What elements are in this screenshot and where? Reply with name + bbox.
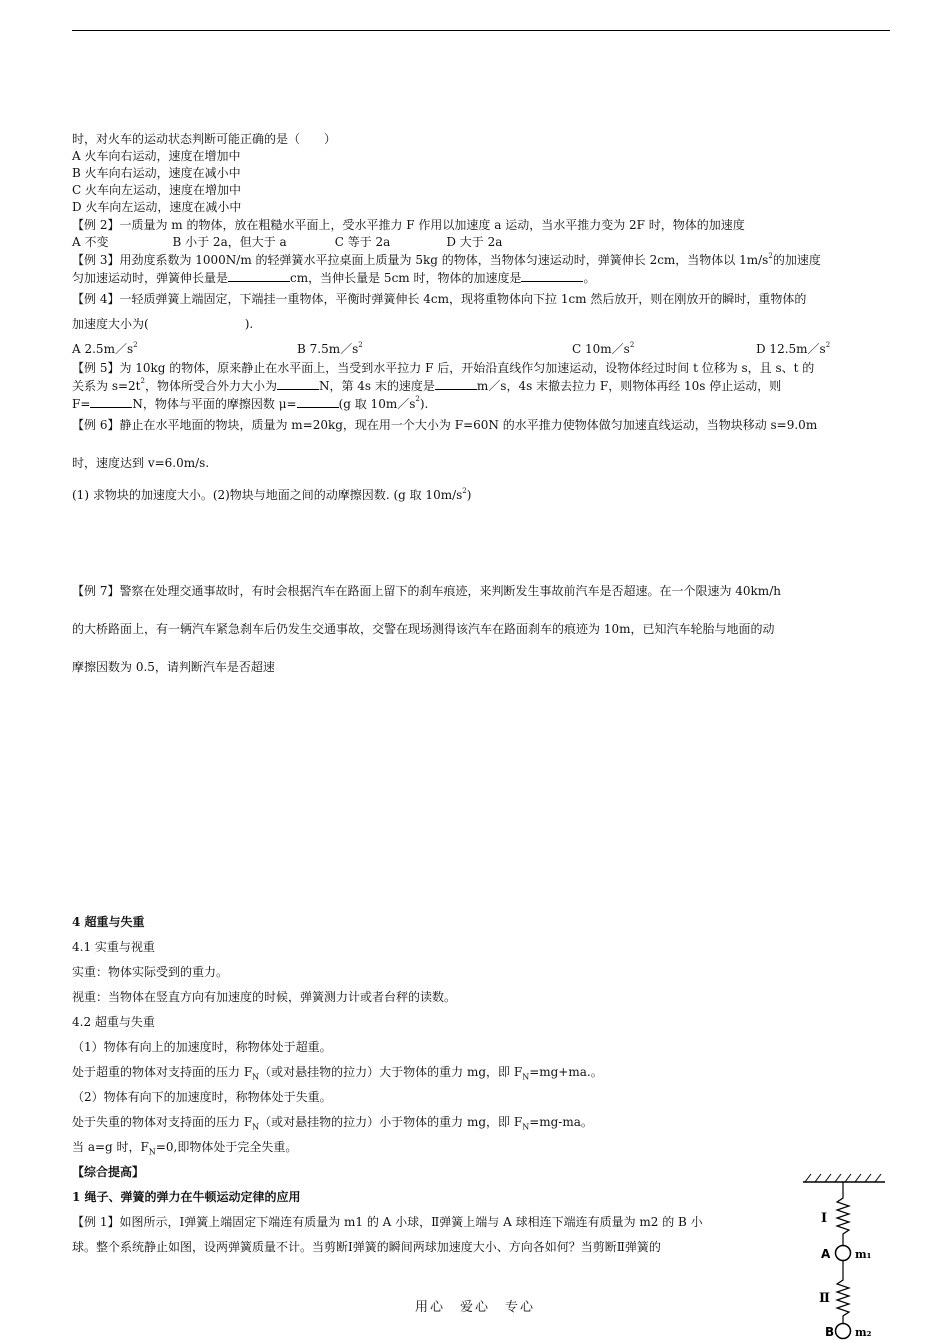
text: 处于失重的物体对支持面的压力 F	[72, 1115, 253, 1129]
example-7-line2: 的大桥路面上，有一辆汽车紧急刹车后仍发生交通事故，交警在现场测得该汽车在路面刹车的痕迹为 10m，已知汽车轮胎与地面的动	[72, 622, 775, 636]
spring-1	[837, 1182, 849, 1245]
header-rule	[72, 30, 890, 31]
text: cm，当伸长量是 5cm 时，物体的加速度是	[290, 271, 522, 285]
ball-b	[836, 1324, 851, 1339]
text-line: 时，对火车的运动状态判断可能正确的是（ ）	[72, 132, 337, 146]
superscript: 2	[462, 487, 467, 495]
rope-example-1-line1: 【例 1】如图所示，Ⅰ弹簧上端固定下端连有质量为 m1 的 A 小球，Ⅱ弹簧上端与 A 球相连下端连有质量为 m2 的 B 小	[72, 1215, 703, 1229]
superscript: 2	[825, 341, 831, 349]
subscript: N	[522, 1122, 530, 1132]
text: N，第 4s 末的速度是	[318, 379, 435, 393]
superscript: 2	[140, 377, 145, 385]
option-c: C 火车向左运动，速度在增加中	[72, 183, 241, 197]
answer-blank	[521, 270, 583, 282]
superscript: 2	[768, 252, 773, 260]
overweight-definition: （1）物体有向上的加速度时，称物体处于超重。	[72, 1040, 332, 1054]
ball-a-label: A	[821, 1247, 831, 1261]
option-c: C 等于 2a	[334, 235, 391, 249]
ball-b-label: B	[825, 1325, 835, 1339]
subscript: N	[522, 1072, 530, 1082]
text: 加速度大小为(	[72, 317, 149, 331]
text: 匀加速运动时，弹簧伸长量是	[72, 271, 229, 285]
text: (g 取 10m／s	[338, 397, 416, 411]
spring-1-label: Ⅰ	[821, 1211, 828, 1226]
example-5-line2	[72, 378, 781, 393]
text: 关系为 s=2t	[72, 379, 141, 393]
mass-1-label: m₁	[855, 1248, 872, 1261]
text: （或对悬挂物的拉力）小于物体的重力 mg，即 F	[259, 1115, 523, 1129]
text: ，物体所受合外力大小为	[144, 379, 277, 393]
example-4-option-c	[572, 342, 634, 356]
option-b: B 小于 2a，但大于 a	[172, 235, 287, 249]
spring-2-label: Ⅱ	[819, 1291, 830, 1306]
weightless-formula	[72, 1115, 593, 1134]
example-3-line1	[72, 253, 821, 267]
answer-blank	[435, 378, 477, 390]
spring-ball-diagram	[795, 1170, 890, 1342]
option-d: D 火车向左运动，速度在减小中	[72, 200, 242, 214]
option-d: D 大于 2a	[446, 235, 503, 249]
section-4-1-title: 4.1 实重与视重	[72, 940, 155, 954]
text: （或对悬挂物的拉力）大于物体的重力 mg，即 F	[259, 1065, 523, 1079]
page-footer: 用心 爱心 专心	[414, 1300, 535, 1315]
text: 【例 3】用劲度系数为 1000N/m 的轻弹簧水平拉桌面上质量为 5kg 的物体，当物体匀速运动时，弹簧伸长 2cm，当物体以 1m/s	[72, 253, 769, 267]
answer-blank	[90, 396, 132, 408]
example-3-line2	[72, 270, 596, 285]
example-2-options	[72, 235, 502, 249]
weightless-definition: （2）物体有向下的加速度时，称物体处于失重。	[72, 1090, 332, 1104]
text: 当 a=g 时，F	[72, 1140, 149, 1154]
option-a: A 火车向右运动，速度在增加中	[72, 149, 241, 163]
ceiling	[803, 1174, 885, 1182]
section-4-title: 4 超重与失重	[72, 915, 145, 929]
rope-example-1-line2: 球。整个系统静止如图，设两弹簧质量不计。当剪断Ⅰ弹簧的瞬间两球加速度大小、方向各如何？当剪断Ⅱ弹簧的	[72, 1240, 661, 1254]
text: F=	[72, 397, 91, 411]
text: N，物体与平面的摩擦因数 μ=	[132, 397, 297, 411]
section-4-2-title: 4.2 超重与失重	[72, 1015, 155, 1029]
example-7-line1: 【例 7】警察在处理交通事故时，有时会根据汽车在路面上留下的刹车痕迹，来判断发生事故前汽车是否超速。在一个限速为 40km/h	[72, 584, 781, 598]
example-7-line3: 摩擦因数为 0.5，请判断汽车是否超速	[72, 660, 275, 674]
text: =mg-ma。	[529, 1115, 593, 1129]
text: =0,即物体处于完全失重。	[155, 1140, 298, 1154]
example-5-line1: 【例 5】为 10kg 的物体，原来静止在水平面上，当受到水平拉力 F 后，开始沿直线作匀加速运动，设物体经过时间 t 位移为 s，且 s、t 的	[72, 361, 815, 375]
apparent-weight-text: 视重：当物体在竖直方向有加速度的时候，弹簧测力计或者台秤的读数。	[72, 990, 457, 1004]
subscript: N	[252, 1122, 260, 1132]
superscript: 2	[133, 341, 138, 349]
text: 的加速度	[772, 253, 821, 267]
example-6-line2: 时，速度达到 v=6.0m/s.	[72, 456, 210, 470]
text: D 12.5m／s	[756, 342, 826, 356]
text: 。	[583, 271, 596, 285]
complete-weightless-text	[72, 1140, 297, 1159]
comprehensive-title: 【综合提高】	[72, 1165, 145, 1179]
superscript: 2	[415, 395, 420, 403]
mass-2-label: m₂	[855, 1326, 872, 1339]
ball-a	[836, 1246, 851, 1261]
text: ).	[244, 317, 254, 331]
example-6-line3	[72, 488, 471, 502]
example-6-line1: 【例 6】静止在水平地面的物块，质量为 m=20kg，现在用一个大小为 F=60N 的水平推力使物体做匀加速直线运动，当物块移动 s=9.0m	[72, 418, 818, 432]
example-2: 【例 2】一质量为 m 的物体，放在粗糙水平面上，受水平推力 F 作用以加速度 a 运动，当水平推力变为 2F 时，物体的加速度	[72, 218, 745, 232]
overweight-formula	[72, 1065, 603, 1084]
example-4-option-d	[756, 342, 830, 356]
text: )	[466, 488, 472, 502]
example-4-line1: 【例 4】一轻质弹簧上端固定，下端挂一重物体，平衡时弹簧伸长 4cm，现将重物体向下拉 1cm 然后放开，则在刚放开的瞬时，重物体的	[72, 292, 807, 306]
rope-spring-title: 1 绳子、弹簧的弹力在牛顿运动定律的应用	[72, 1190, 301, 1204]
text: ).	[419, 397, 429, 411]
answer-blank	[228, 270, 290, 282]
subscript: N	[148, 1147, 156, 1157]
example-4-option-b	[297, 342, 363, 356]
text: =mg+ma.。	[529, 1065, 603, 1079]
example-5-line3	[72, 396, 428, 411]
answer-blank	[277, 378, 319, 390]
option-b: B 火车向右运动，速度在减小中	[72, 166, 241, 180]
text: 处于超重的物体对支持面的压力 F	[72, 1065, 253, 1079]
example-4-option-a	[72, 342, 138, 356]
text: C 10m／s	[572, 342, 630, 356]
answer-blank	[297, 396, 339, 408]
superscript: 2	[629, 341, 635, 349]
text: B 7.5m／s	[297, 342, 359, 356]
text: (1) 求物块的加速度大小。(2)物块与地面之间的动摩擦因数. (g 取 10m/s	[72, 488, 463, 502]
superscript: 2	[358, 341, 363, 349]
real-weight-text: 实重：物体实际受到的重力。	[72, 965, 229, 979]
text: A 2.5m／s	[72, 342, 134, 356]
text: m／s，4s 末撤去拉力 F，则物体再经 10s 停止运动，则	[476, 379, 782, 393]
example-4-line2	[72, 317, 253, 331]
subscript: N	[252, 1072, 260, 1082]
option-a: A 不变	[72, 235, 109, 249]
